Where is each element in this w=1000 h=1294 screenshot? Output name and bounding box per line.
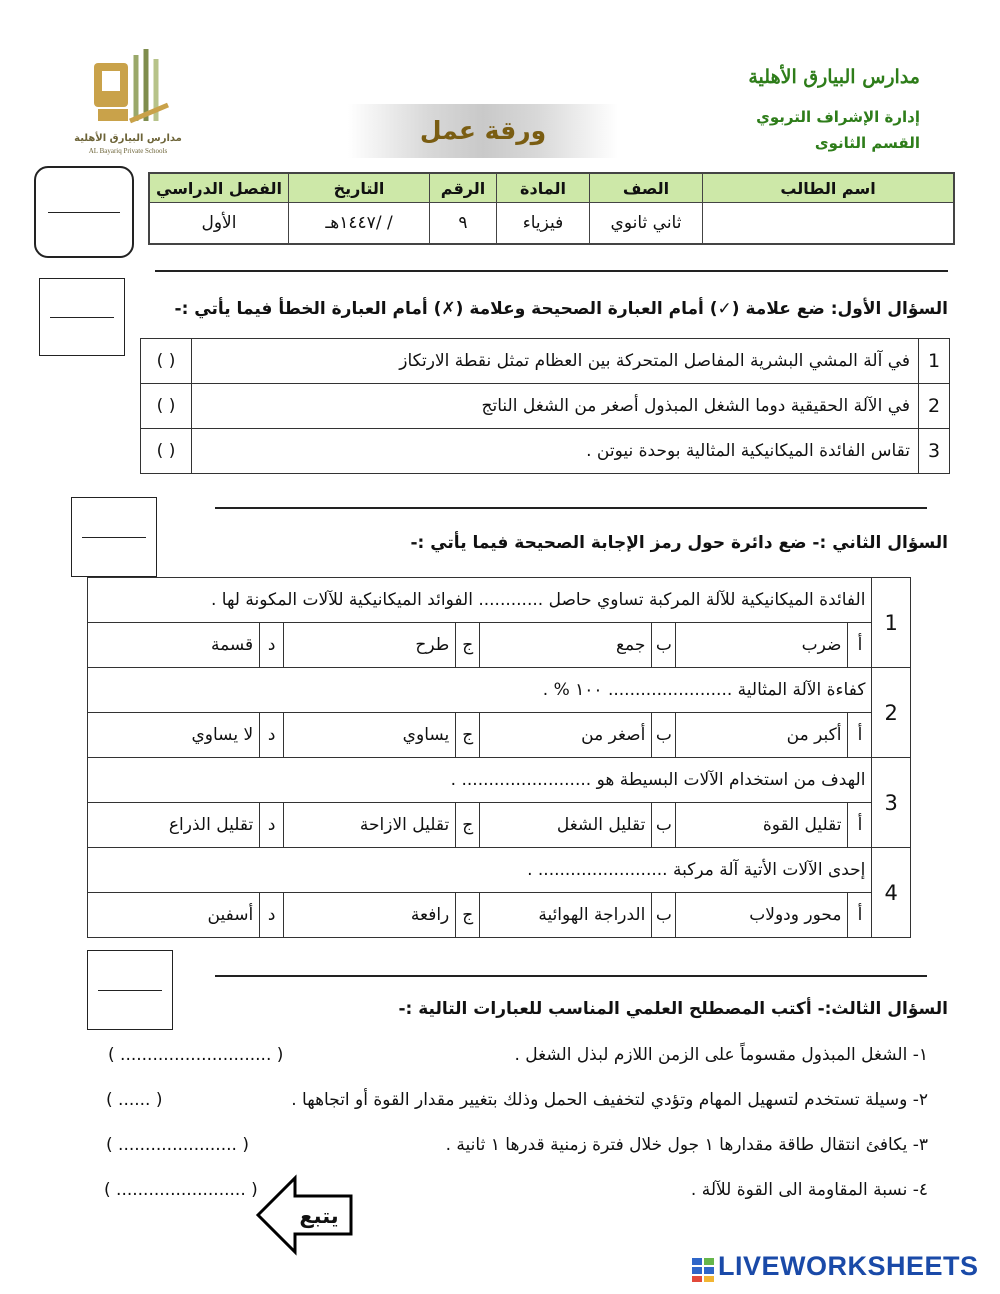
option-b[interactable]: جمع (480, 623, 652, 668)
option-c[interactable]: طرح (284, 623, 456, 668)
header-date: التاريخ (289, 173, 430, 203)
score-box-q3[interactable] (87, 950, 173, 1030)
q3-answer-blank[interactable]: ( ............................ ) (108, 1045, 284, 1065)
score-box-q2[interactable] (71, 497, 157, 577)
option-letter-b[interactable]: ب (652, 713, 676, 758)
q1-row-number: 3 (919, 429, 950, 474)
date-value: / /١٤٤٧هـ (289, 203, 430, 245)
option-letter-d[interactable]: د (260, 893, 284, 938)
grade-value: ثاني ثانوي (590, 203, 703, 245)
option-a[interactable]: تقليل القوة (676, 803, 848, 848)
worksheet-title: ورقة عمل (348, 104, 618, 158)
option-letter-b[interactable]: ب (652, 893, 676, 938)
q2-options-row (88, 713, 911, 758)
q2-question-stem: الفائدة الميكانيكية للآلة المركبة تساوي حاصل ............ الفوائد الميكانيكية للآلات المكونة لها . (88, 578, 872, 623)
logo-text-arabic: مدارس البيارق الأهلية (74, 133, 182, 144)
q3-answer-blank[interactable]: ( ...... ) (106, 1090, 163, 1110)
option-b[interactable]: الدراجة الهوائية (480, 893, 652, 938)
q3-answer-blank[interactable]: ( ...................... ) (106, 1135, 249, 1155)
option-d[interactable]: تقليل الذراع (88, 803, 260, 848)
q2-stem-row (88, 668, 911, 713)
school-name: مدارس البيارق الأهلية (748, 66, 920, 88)
q1-row (141, 339, 950, 384)
option-letter-c[interactable]: ج (456, 623, 480, 668)
q3-item: ٢- وسيلة تستخدم لتسهيل المهام وتؤدي لتخفيف الحمل وذلك بتغيير مقدار القوة أو اتجاهها . (291, 1090, 928, 1110)
semester-value: الأول (149, 203, 289, 245)
header-grade: الصف (590, 173, 703, 203)
q1-row-number: 2 (919, 384, 950, 429)
q1-answer-blank[interactable]: ( ) (141, 339, 192, 384)
q2-options-row (88, 803, 911, 848)
option-letter-c[interactable]: ج (456, 713, 480, 758)
subject-value: فيزياء (497, 203, 590, 245)
q1-answer-blank[interactable]: ( ) (141, 384, 192, 429)
section-name: القسم الثانوى (814, 134, 920, 152)
option-c[interactable]: رافعة (284, 893, 456, 938)
q3-item: ٣- يكافئ انتقال طاقة مقدارها ١ جول خلال فترة زمنية قدرها ١ ثانية . (445, 1135, 928, 1155)
header-student-name: اسم الطالب (703, 173, 955, 203)
option-d[interactable]: قسمة (88, 623, 260, 668)
option-letter-d[interactable]: د (260, 713, 284, 758)
q2-question-number: 1 (872, 578, 911, 668)
school-logo (88, 45, 173, 130)
option-letter-c[interactable]: ج (456, 893, 480, 938)
info-value-row (149, 203, 954, 245)
q2-title: السؤال الثاني :- ضع دائرة حول رمز الإجابة الصحيحة فيما يأتي :- (410, 533, 948, 553)
info-header-row (149, 173, 954, 203)
option-b[interactable]: تقليل الشغل (480, 803, 652, 848)
q1-answer-blank[interactable]: ( ) (141, 429, 192, 474)
divider (215, 975, 927, 977)
q3-answer-blank[interactable]: ( ........................ ) (104, 1180, 258, 1200)
option-a[interactable]: محور ودولاب (676, 893, 848, 938)
option-d[interactable]: أسفين (88, 893, 260, 938)
option-letter-a[interactable]: أ (848, 623, 872, 668)
q1-row (141, 429, 950, 474)
option-a[interactable]: ضرب (676, 623, 848, 668)
q2-question-stem: الهدف من استخدام الآلات البسيطة هو ........................ . (88, 758, 872, 803)
q1-statement: في آلة المشي البشرية المفاصل المتحركة بين العظام تمثل نقطة الارتكاز (192, 339, 919, 384)
option-letter-d[interactable]: د (260, 803, 284, 848)
header-semester: الفصل الدراسي (149, 173, 289, 203)
option-letter-a[interactable]: أ (848, 893, 872, 938)
q3-title: السؤال الثالث:- أكتب المصطلح العلمي المناسب للعبارات التالية :- (398, 999, 948, 1019)
score-box-total[interactable] (34, 166, 134, 258)
q2-question-number: 4 (872, 848, 911, 938)
option-c[interactable]: تقليل الازاحة (284, 803, 456, 848)
q2-question-number: 3 (872, 758, 911, 848)
option-letter-b[interactable]: ب (652, 803, 676, 848)
department-name: إدارة الإشراف التربوي (756, 108, 920, 126)
q1-statement: تقاس الفائدة الميكانيكية المثالية بوحدة نيوتن . (192, 429, 919, 474)
q2-stem-row (88, 578, 911, 623)
option-letter-b[interactable]: ب (652, 623, 676, 668)
q1-row (141, 384, 950, 429)
q2-question-stem: إحدى الآلات الأتية آلة مركبة ........................ . (88, 848, 872, 893)
q2-options-row (88, 893, 911, 938)
option-letter-d[interactable]: د (260, 623, 284, 668)
option-letter-c[interactable]: ج (456, 803, 480, 848)
q2-stem-row (88, 848, 911, 893)
continue-arrow (255, 1174, 355, 1256)
q1-title: السؤال الأول: ضع علامة (✓) أمام العبارة الصحيحة وعلامة (✗) أمام العبارة الخطأ فيما يأتي :- (174, 299, 948, 319)
liveworksheets-logo-icon (692, 1258, 714, 1282)
continue-label: يتبع (299, 1204, 339, 1228)
divider (155, 270, 948, 272)
q2-question-stem: كفاءة الآلة المثالية ....................... ١٠٠ % . (88, 668, 872, 713)
option-d[interactable]: لا يساوي (88, 713, 260, 758)
q2-table (87, 577, 911, 938)
option-c[interactable]: يساوي (284, 713, 456, 758)
logo-text-english: AL Bayariq Private Schools (88, 147, 168, 155)
header-subject: المادة (497, 173, 590, 203)
q2-options-row (88, 623, 911, 668)
q2-question-number: 2 (872, 668, 911, 758)
q3-item: ٤- نسبة المقاومة الى القوة للآلة . (690, 1180, 928, 1200)
option-letter-a[interactable]: أ (848, 803, 872, 848)
student-name-field[interactable] (703, 203, 955, 245)
q3-item: ١- الشغل المبذول مقسوماً على الزمن اللازم لبذل الشغل . (514, 1045, 928, 1065)
liveworksheets-brand: LIVEWORKSHEETS (718, 1251, 979, 1281)
option-b[interactable]: أصغر من (480, 713, 652, 758)
student-info-table (148, 172, 955, 245)
score-box-q1[interactable] (39, 278, 125, 356)
q1-table (140, 338, 950, 474)
divider (215, 507, 927, 509)
q2-stem-row (88, 758, 911, 803)
header-number: الرقم (430, 173, 497, 203)
option-letter-a[interactable]: أ (848, 713, 872, 758)
q1-statement: في الآلة الحقيقية دوما الشغل المبذول أصغر من الشغل الناتج (192, 384, 919, 429)
q1-row-number: 1 (919, 339, 950, 384)
option-a[interactable]: أكبر من (676, 713, 848, 758)
number-value: ٩ (430, 203, 497, 245)
